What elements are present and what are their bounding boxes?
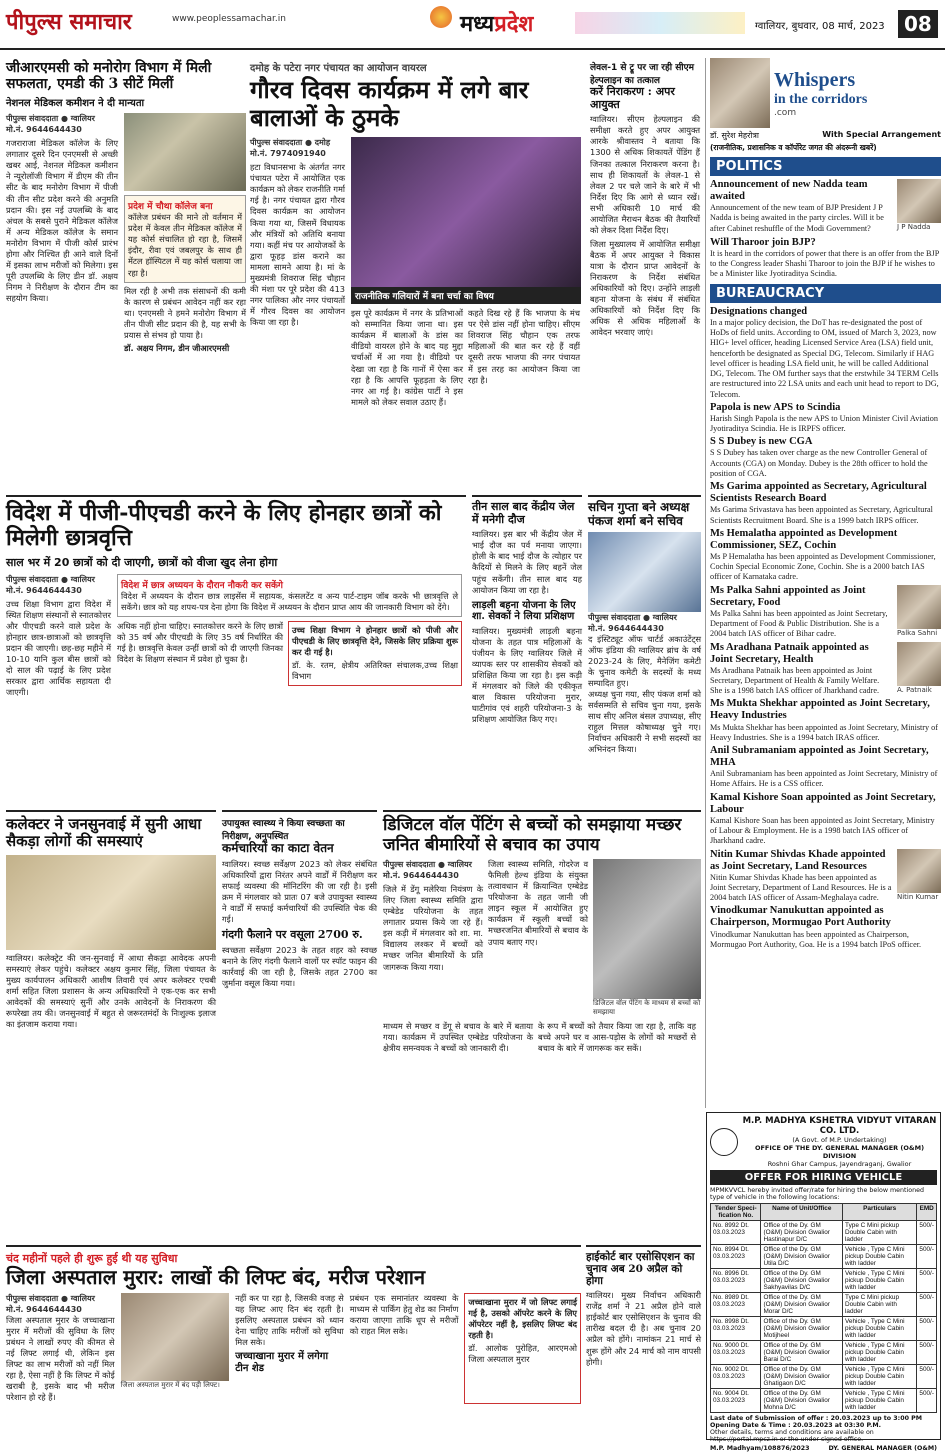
- table-cell: 500/-: [917, 1269, 937, 1293]
- story-wall-painting: [383, 810, 701, 1240]
- page-number: 08: [898, 10, 938, 38]
- photo-caption: डिजिटल वॉल पेंटिंग के माध्यम से बच्चों को समझाया: [593, 999, 701, 1017]
- body-text: जिले में डेंगू मलेरिया नियंत्रण के लिए जिला स्वास्थ्य समिति द्वारा एम्बेडेड परियोजना के तहत लगातार प्रयास किये जा रहे हैं। इस कड़ी में मंगलवार को शा. मा. विद्यालय लश्कर में बच्चों को मच्छर जनित बीमारियों के प्रति जागरूक किया गया।: [383, 884, 483, 972]
- bureau-head-2: S S Dubey is new CGA: [710, 436, 813, 448]
- body-text-2: इस पूरे कार्यक्रम में नगर के प्रतिभाओं को सम्मानित किया जाना था। इस कार्यक्रम में बालाओं के डांस का वीडियो वायरल होने के बाद यह मुद्दा चर्चाओं में आ गया है। वीडियो पर देखा जा रहा है कि गानों में ऐसा कर रहा है कि आपत्ति फूहड़ता के लिए नगर आ गई है। कांग्रेस पार्टी ने इस मामले को लेकर सवाल उठाए हैं।: [351, 308, 463, 407]
- bureaucracy-label: BUREAUCRACY: [710, 284, 941, 303]
- box-title: विदेश में छात्र अध्ययन के दौरान नौकरी कर सकेंगे: [121, 580, 283, 591]
- subheadline: नेशनल मेडिकल कमीशन ने दी मान्यता: [6, 98, 145, 110]
- headline-2: लाड़ली बहना योजना के लिए शा. सेवकों ने लिया प्रशिक्षण: [472, 599, 576, 623]
- tender-details: Other details, terms and conditions are available on https://portal.mpcz.in or the under signed office.: [710, 1429, 874, 1443]
- bureau-body-11: Vinodkumar Nanukuttan has been appointed as Chairperson, Mormugao Port Authority, Goa. He is a 1994 batch IPoS officer.: [710, 929, 922, 949]
- dance-photo: [351, 137, 581, 287]
- table-row: [711, 1317, 937, 1341]
- body-text-2: स्वच्छता सर्वेक्षण 2023 के तहत शहर को स्वच्छ बनाने के लिए गंदगी फैलाने वालों पर स्पॉट फाइन की कार्रवाई की जा रही है, जिसके तहत 2700 का जुर्माना वसूल किया गया।: [222, 944, 377, 988]
- author-photo: [710, 58, 770, 128]
- body-text-2: नहीं कर पा रहा है, जिसकी वजह से यह लिफ्ट आए दिन बंद रहती है। इसलिए अस्पताल प्रबंधन को ध्यान देना चाहिए ताकि मरीजों को सुविधा मिल सके।: [235, 1293, 344, 1348]
- table-row: [711, 1221, 937, 1245]
- col-emd: EMD: [917, 1204, 937, 1221]
- headline: विदेश में पीजी-पीएचडी करने के लिए होनहार छात्रों को मिलेगी छात्रवृत्ति: [6, 500, 442, 552]
- headline: गौरव दिवस कार्यक्रम में लगे बार बालाओं के ठुमके: [250, 75, 529, 132]
- story-collector: [6, 810, 216, 1240]
- bureau-body-8: Anil Subramaniam has been appointed as Joint Secretary, Ministry of Home Affairs. He is a CSS officer.: [710, 769, 938, 789]
- kicker: दमोह के पटेरा नगर पंचायत का आयोजन वायरल: [250, 63, 427, 74]
- byline: पीपुल्स संवाददाता ● ग्वालियर: [6, 114, 95, 124]
- subheadline: साल भर में 20 छात्रों को दी जाएगी, छात्रों को वीजा खुद लेना होगा: [6, 555, 278, 569]
- box-text: विदेश में अध्ययन के दौरान छात्र लाइसेंस में सहायक, कंसलटेंट व अन्य पार्ट-टाइम जॉब करके भी छात्रवृत्ति ले सकेंगे। छात्र को यह शपथ-पत्र देना होगा कि विदेश में अध्ययन के दौरान प्राप्त आय की जानकारी विभाग को देंगे।: [121, 590, 458, 612]
- tender-opening: Opening Date & Time : 20.03.2023 at 03:30 P.M.: [710, 1422, 881, 1429]
- company-sub1: (A Govt. of M.P. Undertaking): [792, 1136, 887, 1144]
- bureau-body-4: Ms P Hemalatha has been appointed as Development Commissioner, Cochin Special Economic Zone, Cochin. She is a 2000 batch IAS officer of Karnataka cadre.: [710, 551, 936, 582]
- body-text: उच्च शिक्षा विभाग द्वारा विदेश में स्थित शिक्षण संस्थानों से स्नातकोत्तर और पीएचडी करने वाले प्रदेश के होनहार छात्र-छात्राओं को छात्रवृत्ति प्रदान की जाएगी। छह-छह महीने में 10-10 यानि कुल बीस छात्रों को दो साल की पढ़ाई के लिए प्रदेश सरकार द्वारा आर्थिक सहायता दी जाएगी।: [6, 598, 111, 698]
- table-cell: 500/-: [917, 1293, 937, 1317]
- table-cell: Office of the Dy. GM (O&M) Division Gwalior Sakhyavilas D/C: [761, 1269, 843, 1293]
- table-cell: Office of the Dy. GM (O&M) Division Gwalior Utila D/C: [761, 1245, 843, 1269]
- company-logo-icon: [710, 1128, 738, 1156]
- students-photo: [593, 859, 701, 999]
- bureau-body-2: S S Dubey has taken over charge as the new Controller General of Accounts (CGA) on Monday. Dubey is the 28th officer to hold the position of CGA.: [710, 448, 928, 478]
- table-cell: Vehicle , Type C Mini pickup Double Cabin with ladder: [843, 1389, 917, 1413]
- website-url[interactable]: www.peoplessamachar.in: [172, 14, 286, 24]
- body-text: ग्वालियर। इस बार भी केंद्रीय जेल में भाई दौज का पर्व मनाया जाएगा। होली के बाद भाई दौज के त्योहार पर कैदियों से मिलने के लिए बहनें जेल पहुंच सकेंगी। तीन साल बाद यह आयोजन किया जा रहा है।: [472, 529, 582, 595]
- politics-label: POLITICS: [710, 157, 941, 176]
- body-text-3: कहते दिख रहे हैं कि भाजपा के मंच पर ऐसे डांस नहीं होना चाहिए। सीएम शिवराज सिंह चौहान एक तरफ महिलाओं की बात कर रहे हैं वहीं दूसरी तरफ भाजपा की नगर पंचायत में इस तरह का आयोजन किया जा रहा है।: [468, 308, 580, 385]
- body-text-3: प्रबंधन एक समानांतर व्यवस्था के माध्यम से पार्किंग हेतु शेड का निर्माण कराया जाएगा ताकि धूप से मरीजों को राहत मिल सके।: [349, 1293, 459, 1337]
- palka-caption: Palka Sahni: [897, 628, 938, 637]
- headline: डिजिटल वॉल पेंटिंग से बच्चों को समझाया मच्छर जनित बीमारियों से बचाव का उपाय: [383, 815, 682, 855]
- author-name: डॉ. सुरेश मेहरोत्रा: [710, 131, 759, 140]
- story-swachhta: [222, 810, 377, 1240]
- table-cell: Vehicle , Type C Mini pickup Double Cabin with ladder: [843, 1245, 917, 1269]
- tender-ref: M.P. Madhyam/108876/2023: [710, 1445, 810, 1452]
- body-text-2: जिला मुख्यालय में आयोजित समीक्षा बैठक में अपर आयुक्त ने विकास यात्रा के दौरान प्राप्त आवेदनों के निराकरण के निर्देश संबंधित अधिकारियों को दिए। उन्होंने लाड़ली बहना योजना के संबंध में संबंधित अधिकारियों को निर्देश दिए कि अधिक से अधिक महिलाओं के आवेदन भरवाए जाएं।: [590, 238, 700, 338]
- col-unit: Name of Unit/Office: [761, 1204, 843, 1221]
- subhead-2: गंदगी फैलाने पर वसूला 2700 रु.: [222, 928, 363, 942]
- photo-caption: जिला अस्पताल मुरार में बंद पड़ी लिफ्ट।: [120, 1381, 220, 1389]
- palka-photo: [897, 585, 941, 629]
- quote-author: डॉ. आलोक पुरोहित, आरएमओ जिला अस्पताल मुरार: [468, 1343, 577, 1365]
- politics-head-1: Will Tharoor join BJP?: [710, 236, 816, 248]
- group-photo: [588, 532, 701, 612]
- table-row: [711, 1245, 937, 1269]
- kicker: उपायुक्त स्वास्थ्य ने किया स्वच्छता का निरीक्षण, अनुपस्थित: [222, 819, 345, 842]
- quote-author: डॉ. के. रतम, क्षेत्रीय अतिरिक्त संचालक,उच्च शिक्षा विभाग: [292, 659, 458, 681]
- table-row: [711, 1293, 937, 1317]
- body-text-2: जिला स्वास्थ्य समिति, गोदरेज व फैमिली हेल्थ इंडिया के संयुक्त तत्वावधान में क्रियान्वित एम्बेडेड परियोजना के तहत जानी जी लाइन स्कूल में आयोजित हुए कार्यक्रम में स्कूली बच्चों को मच्छरजनित बीमारियों से बचाव के उपाय बताए गए।: [488, 859, 588, 947]
- bureau-body-10: Nitin Kumar Shivdas Khade has been appointed as Joint Secretary, Department of Land Resources. He is a 2004 batch IAS officer of Assam-Meghalaya cadre.: [710, 872, 892, 903]
- quote: जच्चाखाना मुरार में जो लिफ्ट लगाई गई है, उसको ऑपरेट करने के लिए ऑपरेटर नहीं है, इसलिए लिफ्ट बंद रहती है।: [468, 1297, 577, 1341]
- table-cell: Type C Mini pickup Double Cabin with ladder: [843, 1221, 917, 1245]
- bureau-body-0: In a major policy decision, the DoT has re-designated the post of HoDs of field units. According to OM, issued of March 3, 2023, now HIG+ level officer, heading Licensed Service Area (LSA) field unit, henceforth be designated as Special DG, Telecom. Similarly if HAG level officer is heading LSA field unit, he will be called Additional DG, Telecom. The OM further says that the erstwhile 34 TERM Cells are restructured into 22 LSA units and each unit head to report to DG, Telecom.: [710, 317, 939, 399]
- headline: हाईकोर्ट बार एसोसिएशन का चुनाव अब 20 अप्रैल को होगा: [586, 1251, 695, 1288]
- table-cell: Office of the Dy. GM (O&M) Division Gwalior Ghatigaon D/C: [761, 1365, 843, 1389]
- bureau-head-8: Anil Subramaniam appointed as Joint Secretary, MHA: [710, 745, 929, 769]
- story-jail: [472, 495, 582, 805]
- company-sub3: Roshni Ghar Campus, Jayendraganj, Gwalior: [767, 1160, 912, 1168]
- bureau-body-6: Ms Aradhana Patnaik has been appointed as Joint Secretary, Department of Health & Family Welfare. She is a 1998 batch IAS officer of Jharkhand cadre.: [710, 665, 880, 696]
- bureau-head-0: Designations changed: [710, 305, 808, 317]
- story-gmc: [6, 60, 246, 520]
- table-cell: 500/-: [917, 1389, 937, 1413]
- tender-intro: MPMKVVCL hereby invited offer/rate for hiring the below mentioned type of vehicle in the following locations:: [710, 1187, 924, 1201]
- body-text: ग्वालियर। स्वच्छ सर्वेक्षण 2023 को लेकर संबंधित अधिकारियों द्वारा निरंतर अपने वार्डों में निरीक्षण कर सफाई व्यवस्था की मॉनिटरिंग की जा रही है। इसी क्रम में मंगलवार को प्रातः 07 बजे उपायुक्त स्वास्थ्य ने वार्डों में सफाई कर्मचारियों की उपस्थिति चेक की गई।: [222, 858, 377, 925]
- mobile-number: मो.नं. 9644644430: [588, 623, 664, 633]
- bureau-head-1: Papola is new APS to Scindia: [710, 401, 841, 413]
- table-cell: Office of the Dy. GM (O&M) Division Gwalior Barai D/C: [761, 1341, 843, 1365]
- headline: जीआरएमसी को मनोरोग विभाग में मिली सफलता, एमडी की 3 सीटें मिलीं: [6, 60, 212, 93]
- col-particulars: Particulars: [843, 1204, 917, 1221]
- nitin-caption: Nitin Kumar: [897, 892, 939, 901]
- byline: पीपुल्स संवाददाता ● ग्वालियर: [383, 860, 472, 870]
- company-sub2: OFFICE OF THE DY. GENERAL MANAGER (O&M) DIVISION: [754, 1144, 925, 1160]
- nadda-caption: J P Nadda: [897, 223, 931, 231]
- table-cell: 500/-: [917, 1317, 937, 1341]
- table-cell: No. 8994 Dt. 03.03.2023: [711, 1245, 761, 1269]
- whispers-column: [705, 58, 941, 1108]
- story-sachin: [588, 495, 701, 805]
- kicker: लेवल-1 से ट्रू पर जा रही सीएम हेल्पलाइन का तत्काल: [590, 63, 694, 86]
- body-text-2: अधिक नहीं होना चाहिए। स्नातकोत्तर करने के लिए छात्रों को 35 वर्ष और पीएचडी के लिए 35 वर्ष निर्धारित की गई है। छात्रवृत्ति केवल उन्हीं छात्रों को दी जाएगी जिनका विदेश के शिक्षण संस्थान में प्रवेश हो चुका है।: [117, 620, 283, 664]
- byline: पीपुल्स संवाददाता ● ग्वालियर: [588, 612, 677, 622]
- photo-caption: राजनीतिक गलियारों में बना चर्चा का विषय: [351, 287, 581, 304]
- tagline: (राजनीतिक, प्रशासनिक व कॉर्पोरेट जगत की अंदरूनी खबरें): [710, 143, 877, 152]
- body-text: ग्वालियर। मुख्य निर्वाचन अधिकारी राजेंद्र शर्मा ने 21 अप्रैल होने वाले हाईकोर्ट बार एसोसिएशन के चुनाव की तारीख बदल दी है। अब चुनाव 20 अप्रैल को होंगे। नामांकन 21 मार्च से शुरू होंगे और 24 मार्च को नाम वापसी होगी।: [586, 1290, 701, 1367]
- nadda-photo: [897, 179, 941, 223]
- patnaik-caption: A. Patnaik: [897, 685, 932, 694]
- story-aayukt: [590, 60, 700, 490]
- masthead: [0, 0, 945, 50]
- whispers-subtitle: in the corridors: [774, 91, 868, 107]
- table-cell: 500/-: [917, 1341, 937, 1365]
- whispers-url: .com: [774, 107, 797, 118]
- bureau-head-9: Kamal Kishore Soan appointed as Joint Secretary, Labour: [710, 791, 936, 815]
- tender-table: [710, 1203, 937, 1413]
- body-text-2: मिल रही है अभी तक संसाधनों की कमी के कारण से प्रबंधन आवेदन नहीं कर रहा था। एनएमसी ने हमने मनोरोग विभाग में तीन पीजी सीट प्रदान की है, यह सभी के प्रयास से संभव हो पाया है।: [124, 285, 246, 340]
- table-cell: Office of the Dy. GM (O&M) Division Gwalior Hastinapur D/C: [761, 1221, 843, 1245]
- headline: कर्मचारियों का काटा वेतन: [222, 841, 334, 855]
- bureau-head-11: Vinodkumar Nanukuttan appointed as Chairperson, Mormugao Port Authority: [710, 905, 891, 929]
- story-bar-association: [586, 1245, 701, 1440]
- college-photo: [124, 113, 246, 191]
- bureau-body-7: Ms Mukta Shekhar has been appointed as Joint Secretary, Ministry of Heavy Industries. She is a 1994 batch IRAS officer.: [710, 722, 938, 742]
- col-spec: Tender Speci-fication No.: [711, 1204, 761, 1221]
- mobile-number: मो.नं. 9644644430: [6, 585, 82, 595]
- subhead-2: जच्चाखाना मुरार में लगेगा टीन शेड: [235, 1351, 329, 1374]
- table-cell: Vehicle , Type C Mini pickup Double Cabin with ladder: [843, 1341, 917, 1365]
- company-name: M.P. MADHYA KSHETRA VIDYUT VITARAN CO. LTD.: [742, 1116, 937, 1136]
- table-cell: Type C Mini pickup Double Cabin with ladder: [843, 1293, 917, 1317]
- quote: उच्च शिक्षा विभाग ने होनहार छात्रों को पीजी और पीएचडी के लिए छात्रवृत्ति देने, जिसके लिए प्रक्रिया शुरू कर दी गई है।: [292, 624, 458, 657]
- holi-icon: [430, 6, 452, 28]
- body-text: गजराराजा मेडिकल कॉलेज के लिए लगातार दूसरे दिन एनएमसी से अच्छी खबर आई, नेशनल मेडिकल कमीशन ने न्यूरोलॉजी विभाग में डीएम की तीन सीट के बाद मनोरोग विभाग में पीजी की तीन सीट प्रदेश करने की अनुमति प्रदान की। इस नई उपलब्धि के बाद अंचल के सबसे पुराने मेडिकल कॉलेज में अन्य मेडिकल कॉलेज के समान मनोरोग विभाग में पीजी कोर्स प्रारंभ होगा और निश्चित ही आने वाले दिनों में इसका लाभ मरीजों को मिलेगा। इस पूरी उपलब्धि के लिए डीन डॉ. अक्षय निगम ने निरीक्षण के दौरान टीम का सहयोग किया।: [6, 138, 118, 304]
- body-text-2: अध्यक्ष चुना गया, सीए पंकज शर्मा को सर्वसम्मति से सचिव चुना गया, इसके साथ सीए अनिल बंसल उपाध्यक्ष, सीए राहुल मित्तल कोषाध्यक्ष चुने गए। निर्वाचन अधिकारी ने सभी सदस्यों का अभिनंदन किया।: [588, 688, 701, 755]
- callout-title: प्रदेश में चौथा कॉलेज बना: [128, 202, 213, 213]
- bureau-head-5: Ms Palka Sahni appointed as Joint Secretary, Food: [710, 584, 866, 608]
- section-title: मध्यप्रदेश: [460, 12, 534, 37]
- byline: पीपुल्स संवाददाता ● ग्वालियर: [6, 1294, 95, 1303]
- headline: तीन साल बाद केंद्रीय जेल में मनेगी दौज: [472, 500, 575, 526]
- bureau-body-3: Ms Garima Srivastava has been appointed as Secretary, Agricultural Scientists Recruitment Board. She is a 1999 batch IRPS officer.: [710, 505, 933, 525]
- janasunvai-photo: [6, 855, 216, 950]
- whispers-title: Whispers: [774, 68, 856, 91]
- politics-body-0: Announcement of the new team of BJP President J P Nadda is being awaited in the party circles. Will it be after Cabinet reshuffle of the Modi Government?: [710, 203, 884, 233]
- festive-banner: [575, 12, 745, 34]
- headline: सचिन गुप्ता बने अध्यक्ष पंकज शर्मा बने सचिव: [588, 500, 690, 528]
- bureau-body-1: Harish Singh Papola is the new APS to Union Minister Civil Aviation Jyotiraditya Scindia. He is IRPFS officer.: [710, 413, 938, 434]
- table-row: [711, 1269, 937, 1293]
- table-cell: No. 9000 Dt. 03.03.2023: [711, 1341, 761, 1365]
- mobile-number: मो.नं. 9644644430: [383, 871, 459, 881]
- mobile-number: मो.नं. 9644644430: [6, 125, 82, 135]
- tender-advert: [706, 1112, 941, 1452]
- lift-photo: [121, 1293, 230, 1381]
- bureau-head-4: Ms Hemalatha appointed as Development Commissioner, SEZ, Cochin: [710, 527, 898, 551]
- body-text: ग्वालियर। सीएम हेल्पलाइन की समीक्षा करते हुए अपर आयुक्त आरके श्रीवास्तव ने बताया कि 1300 से अधिक शिकायतें पेंडिंग हैं जिनका तत्काल निराकरण करना है। साथ ही शिकायतों के लेवल-1 से लेवल 2 पर चले जाने के बारे में भी निर्देश दिए कि आगे से ध्यान रखें। सभी अधिकारी 10 मार्च की आयोजित मैराथन बैठक की तैयारियों को लेकर दिशा निर्देश दिए।: [590, 114, 700, 235]
- story-lift: [6, 1245, 581, 1440]
- body-text: जिला अस्पताल मुरार के जच्चाखाना मुरार में मरीजों की सुविधा के लिए प्रबंधन ने लाखों रुपए की कीमत से नई लिफ्ट लगाई थी, लेकिन इस लिफ्ट का लाभ मरीजों को नहीं मिल रहा है, ऐसा नहीं है कि लिफ्ट में कोई खराबी है, इसके बाद भी मरीज परेशान हो रहे हैं।: [6, 1315, 115, 1403]
- body-text-2: ग्वालियर। मुख्यमंत्री लाड़ली बहना योजना के तहत पात्र महिलाओं के पंजीयन के लिए ग्वालियर जिले में व्यापक स्तर पर शासकीय सेवकों को प्रशिक्षित किया जा रहा है। इस कड़ी में मंगलवार को जिले की एकीकृत बाल विकास परियोजना मुरार, घाटीगांव एवं शहरी परियोजना-3 के प्रशिक्षण आयोजित किए गए।: [472, 625, 582, 725]
- bureau-body-9: Kamal Kishore Soan has been appointed as Joint Secretary, Ministry of Labour & Employment. He is a 1998 batch IAS officer of Jharkhand cadre.: [710, 815, 935, 846]
- body-text-4: के रूप में बच्चों को तैयार किया जा रहा है, ताकि वह बच्चे अपने घर व आस-पड़ोस के लोगों को मच्छरों से बचाव के बारे में जागरूक कर सकें।: [538, 1021, 696, 1054]
- table-cell: Vehicle , Type C Mini pickup Double Cabin with ladder: [843, 1317, 917, 1341]
- body-text: ग्वालियर। कलेक्ट्रेट की जन-सुनवाई में आधा सैकड़ा आवेदक अपनी समस्याएं लेकर पहुंचे। कलेक्टर अक्षय कुमार सिंह, जिला पंचायत के मुख्य कार्यपालन अधिकारी आशीष तिवारी एवं अपर कलेक्टर एचबी शर्मा सहित जिला प्रशासन के अन्य अधिकारियों ने एक-एक कर सभी आवेदकों की समस्याएं सुनीं और उनके आवेदनों के निराकरण की रूपरेखा तय की। जनसुनवाई में बहुत से जरूरतमंदों के निःशुल्क इलाज का इंतजाम कराया गया।: [6, 952, 216, 1029]
- politics-head-0: Announcement of new Nadda team awaited: [710, 179, 868, 203]
- byline: पीपुल्स संवाददाता ● ग्वालियर: [6, 574, 95, 584]
- table-cell: Office of the Dy. GM (O&M) Division Gwalior Mohna D/C: [761, 1389, 843, 1413]
- bureau-head-6: Ms Aradhana Patnaik appointed as Joint Secretary, Health: [710, 641, 869, 665]
- body-text-3: माध्यम से मच्छर व डेंगू से बचाव के बारे में बताया गया। कार्यक्रम में उपस्थित एम्बेडेड परियोजना के क्षेत्रीय समन्वयक ने बच्चों को जानकारी दी।: [383, 1021, 533, 1054]
- table-cell: No. 9002 Dt. 03.03.2023: [711, 1365, 761, 1389]
- dateline: ग्वालियर, बुधवार, 08 मार्च, 2023: [755, 21, 885, 32]
- bureau-head-7: Ms Mukta Shekhar appointed as Joint Secretary, Heavy Industries: [710, 698, 930, 722]
- table-cell: No. 8992 Dt. 03.03.2023: [711, 1221, 761, 1245]
- headline: कलेक्टर ने जनसुनवाई में सुनी आधा सैकड़ा लोगों की समस्याएं: [6, 815, 202, 851]
- bureau-head-10: Nitin Kumar Shivdas Khade appointed as Joint Secretary, Land Resources: [710, 848, 886, 872]
- mobile-number: मो.नं. 7974091940: [250, 149, 326, 159]
- table-row: [711, 1341, 937, 1365]
- newspaper-logo: पीपुल्स समाचार: [6, 9, 132, 35]
- kicker: चंद महीनों पहले ही शुरू हुई थी यह सुविधा: [6, 1252, 178, 1265]
- headline: जिला अस्पताल मुरार: लाखों की लिफ्ट बंद, मरीज परेशान: [6, 1265, 426, 1289]
- body-text: द इंस्टिट्यूट ऑफ चार्टर्ड अकाउंटेंट्स ऑफ इंडिया की ग्वालियर ब्रांच के वर्ष 2023-24 के लिए, मैनेजिंग कमेटी के चुनाव कमेटी के सदस्यों के मध्य सम्पादित हुए।: [588, 633, 701, 688]
- table-cell: No. 8998 Dt. 03.03.2023: [711, 1317, 761, 1341]
- quote-author: डॉ. अक्षय निगम, डीन जीआरएमसी: [124, 342, 230, 353]
- table-cell: No. 8996 Dt. 03.03.2023: [711, 1269, 761, 1293]
- arrangement: With Special Arrangement: [822, 130, 941, 139]
- mobile-number: मो.नं. 9644644430: [6, 1305, 82, 1314]
- bureau-body-5: Ms Palka Sahni has been appointed as Joint Secretary, Department of Food & Public Distribution. She is a 2004 batch IAS officer of Bihar cadre.: [710, 608, 888, 639]
- body-text: हटा विधानसभा के अंतर्गत नगर पंचायत पटेरा में आयोजित एक कार्यक्रम को लेकर राजनीति गर्मा गई है। नगर पंचायत द्वारा गौरव दिवस कार्यक्रम का आयोजन किया गया था, जिसमें विधायक और मंत्रियों को अतिथि बनाया गया। कहीं मंच पर आयोजकों के द्वारा फूहड़ डांस कराने का मामला सामने आया है। मां के मुख्यमंत्री शिवराज सिंह चौहान की मंशा पर पूरे प्रदेश की 413 नगर पालिका और नगर पंचायतों में गौरव दिवस का आयोजन किया जा रहा है।: [250, 162, 345, 328]
- story-videsh: [6, 495, 466, 805]
- table-cell: Office of the Dy. GM (O&M) Division Gwalior Morar D/C: [761, 1293, 843, 1317]
- politics-body-1: It is heard in the corridors of power that there is an offer from the BJP to the Congress leader Shashi Tharoor to join the BJP if he wishes to be a Minister like Jyotiraditya Scindia.: [710, 248, 939, 279]
- headline: करें निराकरण : अपर आयुक्त: [590, 85, 675, 111]
- patnaik-photo: [897, 642, 941, 686]
- table-cell: Office of the Dy. GM (O&M) Division Gwalior Motijheel: [761, 1317, 843, 1341]
- table-cell: 500/-: [917, 1221, 937, 1245]
- table-cell: Vehicle , Type C Mini pickup Double Cabin with ladder: [843, 1269, 917, 1293]
- table-row: [711, 1389, 937, 1413]
- nitin-photo: [897, 849, 941, 893]
- table-cell: 500/-: [917, 1365, 937, 1389]
- table-row: [711, 1365, 937, 1389]
- table-cell: No. 9004 Dt. 03.03.2023: [711, 1389, 761, 1413]
- table-cell: 500/-: [917, 1245, 937, 1269]
- tender-title: OFFER FOR HIRING VEHICLE: [710, 1170, 937, 1185]
- table-cell: Vehicle , Type C Mini pickup Double Cabin with ladder: [843, 1365, 917, 1389]
- story-patera: [250, 60, 585, 490]
- bureau-head-3: Ms Garima appointed as Secretary, Agricultural Scientists Research Board: [710, 481, 927, 505]
- callout-text: कॉलेज प्रबंधन की माने तो वर्तमान में प्रदेश में केवल तीन मेडिकल कॉलेज में यह कोर्स संचालित हो रहा है, जिसमें इंदौर, रीवा एवं जबलपुर के साथ ही मेंटल हॉस्पिटल में यह कोर्स चलाया जा रहा है।: [128, 212, 242, 278]
- table-cell: No. 8989 Dt. 03.03.2023: [711, 1293, 761, 1317]
- tender-signed: DY. GENERAL MANAGER (O&M): [828, 1445, 937, 1452]
- tender-deadline: Last date of Submission of offer : 20.03.2023 up to 3:00 PM: [710, 1415, 923, 1422]
- byline: पीपुल्स संवाददाता ● दमोह: [250, 138, 331, 148]
